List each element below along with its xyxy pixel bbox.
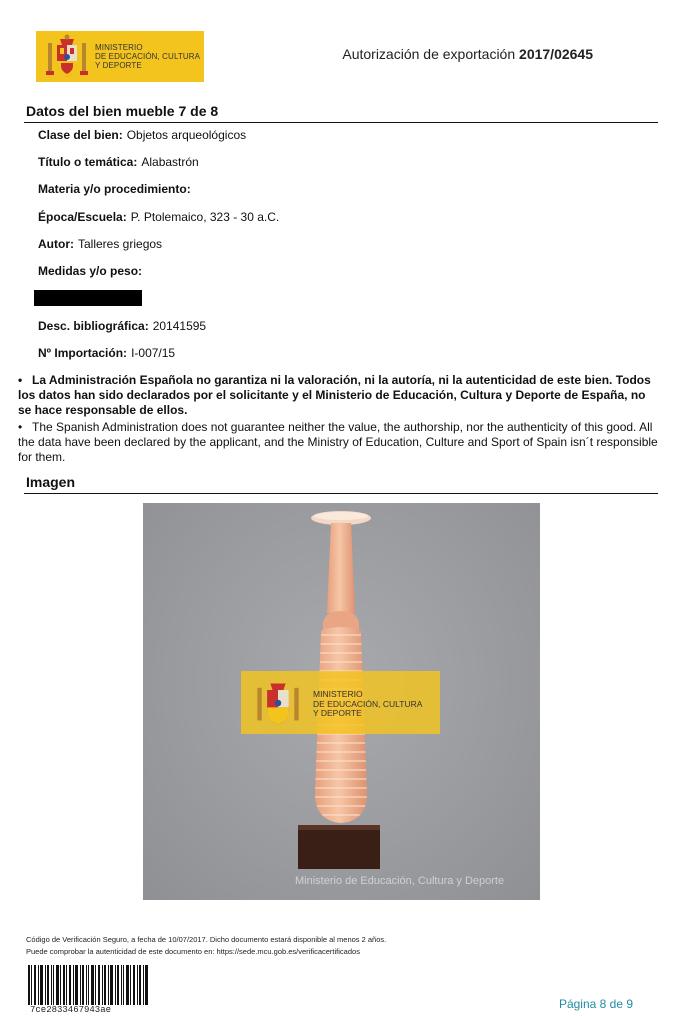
- authorization-number: 2017/02645: [519, 46, 593, 62]
- ministry-name: [95, 43, 200, 70]
- document-title: [342, 46, 593, 62]
- watermark-line-2: DE EDUCACIÓN, CULTURA: [313, 698, 423, 709]
- barcode-icon: [28, 965, 148, 1005]
- barcode-number: 7ce2833467943ae: [30, 1005, 112, 1015]
- disclaimer-spanish: [18, 373, 658, 418]
- artifact-photo: [143, 503, 540, 900]
- redaction-bar: [34, 290, 142, 306]
- ministry-logo: [36, 31, 204, 82]
- field-label: Clase del bien:: [38, 128, 123, 142]
- verification-url-note: Puede comprobar la autenticidad de este documento en: https://sede.mcu.gob.es/verificacertificados: [26, 947, 360, 956]
- coat-of-arms-icon: [44, 33, 90, 80]
- field-medidas: [38, 264, 146, 278]
- field-value: Objetos arqueológicos: [126, 128, 247, 142]
- field-label: Época/Escuela:: [38, 210, 127, 224]
- bullet: •: [18, 420, 23, 434]
- field-value: I-007/15: [131, 346, 176, 360]
- watermark-text: [313, 690, 422, 719]
- logo-line-3: Y DEPORTE: [95, 61, 142, 70]
- document-title-prefix: Autorización de exportación: [342, 46, 516, 62]
- disclaimer-english-text: The Spanish Administration does not guarantee neither the value, the authorship, nor the authenticity of this good. All the data have been declared by the applicant, and the Ministry of Education, Culture and Sport of Spain isn´t responsible for them.: [18, 420, 658, 464]
- photo-caption: Ministerio de Educación, Cultura y Deporte: [295, 875, 505, 887]
- field-label: Autor:: [38, 237, 74, 251]
- logo-line-2: DE EDUCACIÓN, CULTURA: [95, 52, 201, 61]
- verification-note: Código de Verificación Seguro, a fecha de 10/07/2017. Dicho documento estará disponible al menos 2 años.: [26, 935, 387, 944]
- disclaimer-spanish-text: La Administración Española no garantiza ni la valoración, ni la autoría, ni la autenticidad de este bien. Todos los datos han sido declarados por el solicitante y el Ministerio de Educación, Cultura y Deporte de España, no se hace responsable de ellos.: [18, 373, 651, 417]
- field-desc-bibliografica: [38, 319, 206, 333]
- field-value: 20141595: [152, 319, 207, 333]
- watermark-line-1: MINISTERIO: [313, 689, 363, 699]
- item-heading: Datos del bien mueble 7 de 8: [26, 103, 219, 119]
- logo-line-1: MINISTERIO: [95, 43, 143, 52]
- field-epoca: [38, 210, 279, 224]
- field-label: Desc. bibliográfica:: [38, 319, 149, 333]
- coat-of-arms-icon: [253, 675, 303, 730]
- field-value: Alabastrón: [141, 155, 199, 169]
- watermark-line-3: Y DEPORTE: [313, 708, 362, 718]
- field-titulo: [38, 155, 199, 169]
- section-divider: [24, 493, 658, 494]
- field-materia: [38, 182, 195, 196]
- field-label: Título o temática:: [38, 155, 138, 169]
- field-importacion: [38, 346, 175, 360]
- image-heading: Imagen: [26, 474, 76, 490]
- field-clase: [38, 128, 246, 142]
- disclaimer-english: [18, 420, 658, 465]
- ministry-watermark: [241, 671, 440, 734]
- field-label: Nº Importación:: [38, 346, 128, 360]
- field-value: Talleres griegos: [78, 237, 163, 251]
- field-autor: [38, 237, 162, 251]
- section-divider: [24, 122, 658, 123]
- bullet: •: [18, 373, 23, 387]
- field-value: P. Ptolemaico, 323 - 30 a.C.: [130, 210, 280, 224]
- page-number: Página 8 de 9: [558, 997, 633, 1011]
- field-label: Materia y/o procedimiento:: [38, 182, 191, 196]
- field-label: Medidas y/o peso:: [38, 264, 143, 278]
